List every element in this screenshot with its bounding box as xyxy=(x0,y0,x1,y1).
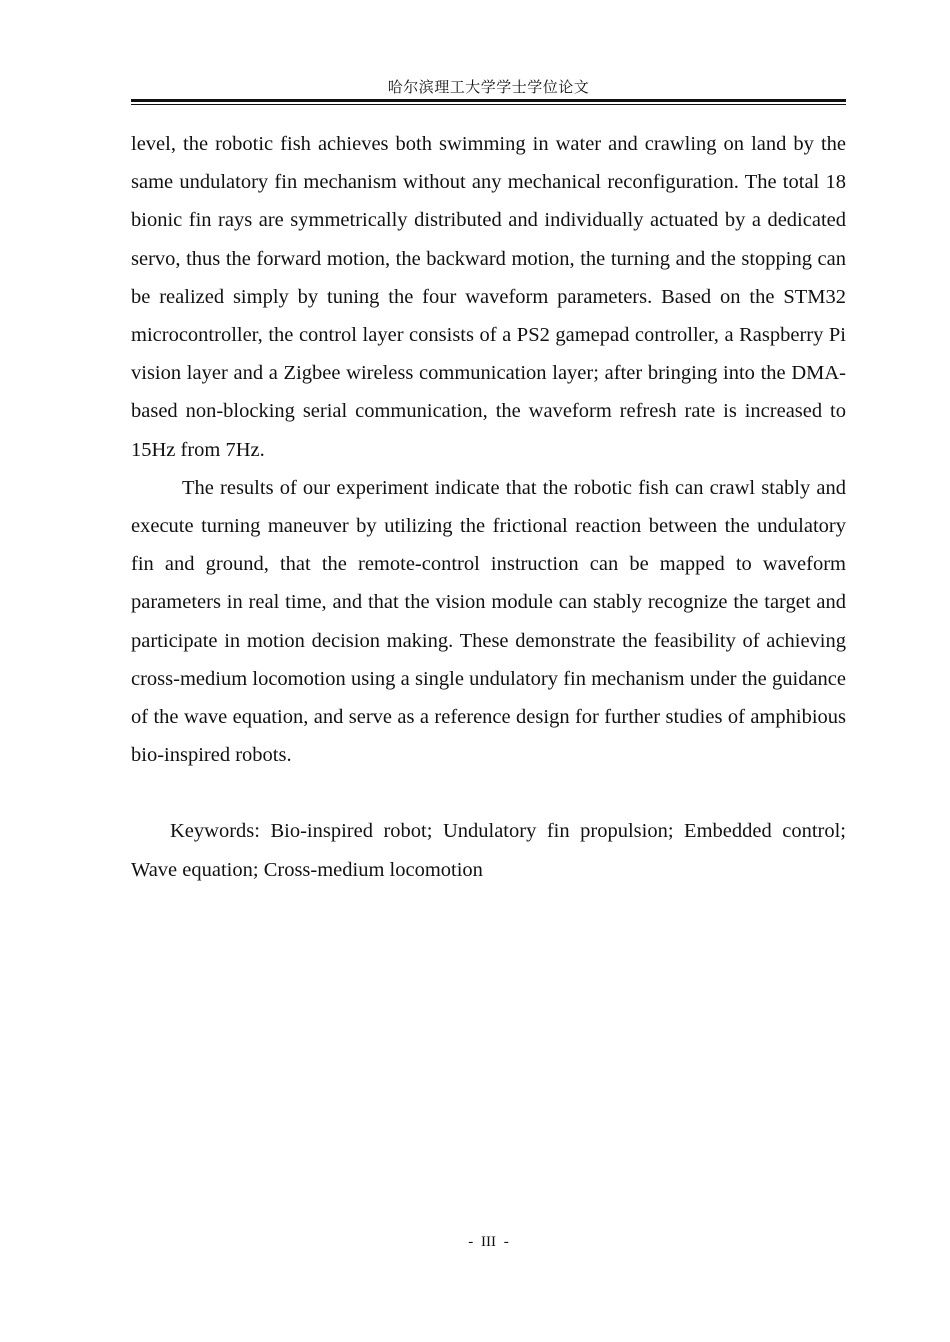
page-header-title: 哈尔滨理工大学学士学位论文 xyxy=(387,80,590,96)
page-number: - III - xyxy=(468,1234,509,1250)
header-divider-thick xyxy=(131,99,846,102)
abstract-paragraph-continued: level, the robotic fish achieves both swimming in water and crawling on land by the same undulatory fin mechanism without any mechanical reconfiguration. The total 18 bionic fin rays are symmetrically distributed and individually actuated by a dedicated servo, thus the forward motion, the backward motion, the turning and the stopping can be realized simply by tuning the four waveform parameters. Based on the STM32 microcontroller, the control layer consists of a PS2 gamepad controller, a Raspberry Pi vision layer and a Zigbee wireless communication layer; after bringing into the DMA-based non-blocking serial communication, the waveform refresh rate is increased to 15Hz from 7Hz. xyxy=(131,133,846,461)
header-divider-thin xyxy=(131,104,846,105)
abstract-body xyxy=(131,125,846,889)
abstract-paragraph-results: The results of our experiment indicate that the robotic fish can crawl stably and execute turning maneuver by utilizing the frictional reaction between the undulatory fin and ground, that the remote-control instruction can be mapped to waveform parameters in real time, and that the vision module can stably recognize the target and participate in motion decision making. These demonstrate the feasibility of achieving cross-medium locomotion using a single undulatory fin mechanism under the guidance of the wave equation, and serve as a reference design for further studies of amphibious bio-inspired robots. xyxy=(131,476,846,767)
keywords-line: Keywords: Bio-inspired robot; Undulatory fin propulsion; Embedded control; Wave equation; Cross-medium locomotion xyxy=(131,820,846,881)
